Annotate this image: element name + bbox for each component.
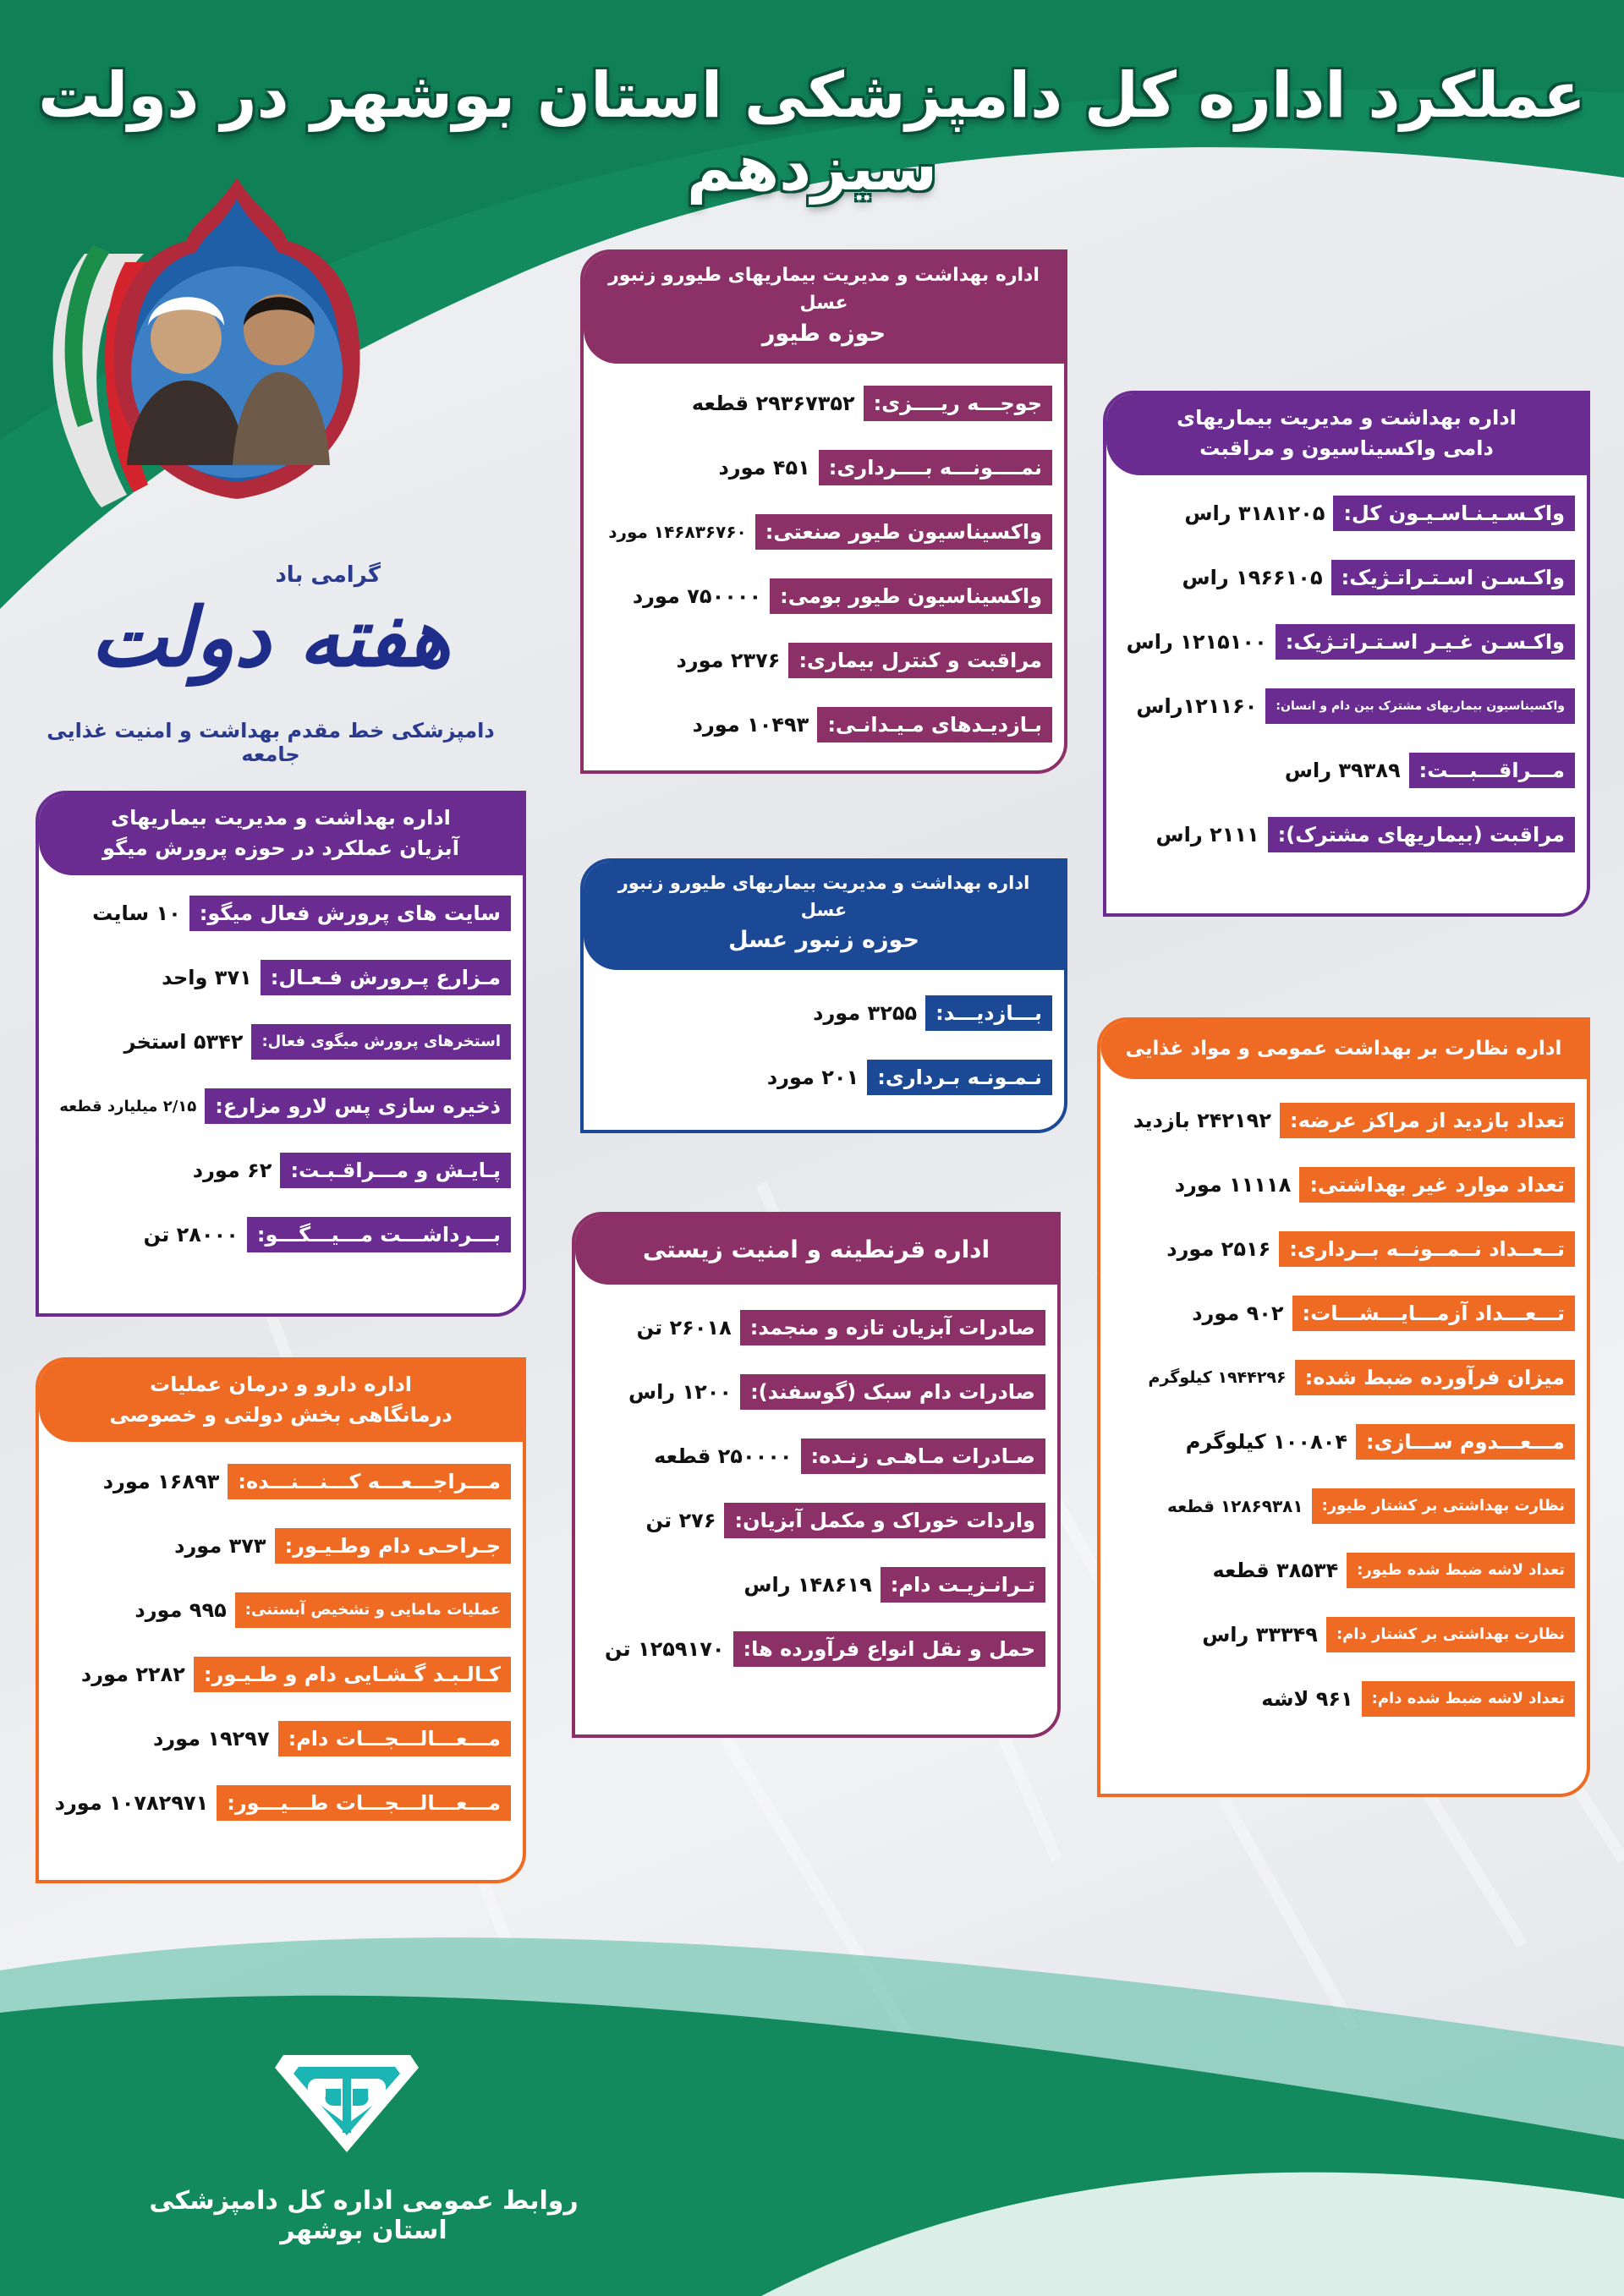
- list-item: مـــراقـــبـــت: ۳۹۳۸۹ راس: [1118, 753, 1575, 788]
- card-clinics-dept: اداره دارو و درمان عملیات: [149, 1373, 413, 1396]
- list-item: مـــعـــالـــجـــات دام: ۱۹۲۹۷ مورد: [51, 1721, 511, 1756]
- list-item: مـــعـــدوم ســـازی: ۱۰۰۸۰۴ کیلوگرم: [1112, 1424, 1575, 1460]
- list-item: واکسیناسیون بیماریهای مشترک بین دام و انسان: ۱۲۱۱۶۰راس: [1118, 688, 1575, 724]
- list-item: استخرهای پرورش میگوی فعال: ۵۳۴۲ استخر: [51, 1024, 511, 1060]
- card-bee-title: حوزه زنبور عسل: [728, 927, 919, 953]
- card-poultry-dept: اداره بهداشت و مدیریت بیماریهای طیورو زنبور عسل: [608, 265, 1040, 314]
- card-aquatic: [36, 791, 526, 1317]
- list-item: جـراحـی دام وطـیـور: ۳۷۳ مورد: [51, 1528, 511, 1564]
- list-item: نظارت بهداشتی بر کشتار طیور: ۱۲۸۶۹۳۸۱ قطعه: [1112, 1488, 1575, 1524]
- page-title: عملکرد اداره کل دامپزشکی استان بوشهر در دولت سیزدهم: [38, 59, 1586, 205]
- government-week-slogan: [42, 562, 499, 766]
- list-item: پـایـش و مـــراقـبـت: ۶۲ مورد: [51, 1153, 511, 1188]
- martyrs-portrait-emblem: [34, 161, 389, 533]
- card-quarantine-title: اداره قرنطینه و امنیت زیستی: [642, 1236, 990, 1263]
- list-item: تـــعـــداد آزمـــایـــشـــات: ۹۰۲ مورد: [1112, 1296, 1575, 1331]
- list-item: بـــرداشـــت مـــیـــگـــو: ۲۸۰۰۰ تن: [51, 1217, 511, 1252]
- card-clinics-title: درمانگاهی بخش دولتی و خصوصی: [109, 1403, 453, 1427]
- slogan-title: هفته دولت: [91, 589, 451, 685]
- card-clinics: [36, 1357, 526, 1883]
- list-item: بـــازدیـــد: ۳۲۵۵ مورد: [595, 995, 1052, 1031]
- list-item: تـرانـزیـت دام: ۱۴۸۶۱۹ راس: [587, 1567, 1045, 1603]
- card-poultry-title: حوزه طیور: [761, 321, 886, 347]
- list-item: واکـسـن غـیـر اسـتـراتـژیک: ۱۲۱۵۱۰۰ راس: [1118, 624, 1575, 660]
- list-item: تعداد موارد غیر بهداشتی: ۱۱۱۱۸ مورد: [1112, 1167, 1575, 1203]
- slogan-greeting: گرامی باد: [275, 562, 381, 588]
- card-poultry-header: [584, 253, 1064, 364]
- card-bee-dept: اداره بهداشت و مدیریت بیماریهای طیورو زنبور عسل: [617, 873, 1030, 920]
- list-item: واکـسـیـنـاسـیـون کل: ۳۱۸۱۲۰۵ راس: [1118, 496, 1575, 531]
- list-item: سایت های پرورش فعال میگو: ۱۰ سایت: [51, 896, 511, 931]
- list-item: تعداد لاشه ضبط شده دام: ۹۶۱ لاشه: [1112, 1681, 1575, 1717]
- card-aquatic-header: [39, 794, 523, 875]
- list-item: تعداد بازدید از مراکز عرضه: ۲۴۲۱۹۲ بازدید: [1112, 1103, 1575, 1138]
- card-livestock-title: دامی واکسیناسیون و مراقبت: [1199, 436, 1494, 460]
- card-livestock-header: [1106, 394, 1587, 475]
- card-public-health-header: [1100, 1021, 1587, 1079]
- card-clinics-header: [39, 1361, 523, 1442]
- list-item: نمــــونـــه بــــرداری: ۴۵۱ مورد: [595, 450, 1052, 485]
- list-item: صـادرات مـاهـی زنـده: ۲۵۰۰۰۰ قطعه: [587, 1438, 1045, 1474]
- card-public-health-title: اداره نظارت بر بهداشت عمومی و مواد غذایی: [1125, 1038, 1562, 1060]
- list-item: نـمـونـه بـرداری: ۲۰۱ مورد: [595, 1060, 1052, 1095]
- list-item: کـالـبـد گـشـایی دام و طـیـور: ۲۲۸۲ مورد: [51, 1657, 511, 1692]
- list-item: واکسیناسیون طیور بومی: ۷۵۰۰۰۰ مورد: [595, 578, 1052, 614]
- list-item: میزان فرآورده ضبط شده: ۱۹۴۴۲۹۶ کیلوگرم: [1112, 1360, 1575, 1395]
- list-item: مـزارع پـرورش فـعـال: ۳۷۱ واحد: [51, 960, 511, 995]
- list-item: بـازدیـدهای مـیـدانـی: ۱۰۴۹۳ مورد: [595, 707, 1052, 743]
- slogan-subtitle: دامپزشکی خط مقدم بهداشت و امنیت غذایی جامعه: [47, 719, 495, 766]
- list-item: ذخیره سازی پس لارو مزارع: ۲/۱۵ میلیارد قطعه: [51, 1088, 511, 1124]
- veterinary-organization-logo-icon: [266, 2047, 427, 2156]
- list-item: تعداد لاشه ضبط شده طیور: ۳۸۵۳۴ قطعه: [1112, 1553, 1575, 1588]
- card-livestock-dept: اداره بهداشت و مدیریت بیماریهای: [1177, 406, 1517, 430]
- card-quarantine-header: [575, 1215, 1057, 1285]
- list-item: مراقبت (بیماریهای مشترک): ۲۱۱۱ راس: [1118, 817, 1575, 852]
- card-quarantine: [572, 1212, 1061, 1738]
- list-item: مراقبت و کنترل بیماری: ۲۳۷۶ مورد: [595, 643, 1052, 678]
- list-item: نظارت بهداشتی بر کشتار دام: ۳۳۳۴۹ راس: [1112, 1617, 1575, 1652]
- list-item: مـــعـــالـــجـــات طـــیـــور: ۱۰۷۸۲۹۷۱ مورد: [51, 1785, 511, 1821]
- footer-public-relations: روابط عمومی اداره کل دامپزشکی استان بوشهر: [149, 2186, 579, 2245]
- card-poultry: [580, 249, 1067, 774]
- list-item: مـــراجـــعـــه کـــنـــنـــده: ۱۶۸۹۳ مورد: [51, 1464, 511, 1499]
- list-item: تــعــداد نــمــونــه بــرداری: ۲۵۱۶ مورد: [1112, 1231, 1575, 1267]
- list-item: واکسیناسیون طیور صنعتی: ۱۴۶۸۳۶۷۶۰ مورد: [595, 514, 1052, 550]
- list-item: صادرات دام سبک (گوسفند): ۱۲۰۰ راس: [587, 1374, 1045, 1410]
- card-aquatic-title: آبزیان عملکرد در حوزه پرورش میگو: [102, 836, 459, 860]
- card-livestock: [1103, 391, 1590, 917]
- list-item: حمل و نقل انواع فرآورده ها: ۱۲۵۹۱۷۰ تن: [587, 1631, 1045, 1667]
- card-public-health: [1097, 1017, 1590, 1797]
- list-item: واکـسـن اسـتـراتـژیک: ۱۹۶۶۱۰۵ راس: [1118, 560, 1575, 595]
- card-bee-header: [584, 862, 1064, 970]
- card-bee: [580, 858, 1067, 1133]
- list-item: واردات خوراک و مکمل آبزیان: ۲۷۶ تن: [587, 1503, 1045, 1538]
- list-item: صادرات آبزیان تازه و منجمد: ۲۶۰۱۸ تن: [587, 1310, 1045, 1345]
- list-item: جوجـــه ریــــزی: ۲۹۳۶۷۳۵۲ قطعه: [595, 386, 1052, 421]
- card-aquatic-dept: اداره بهداشت و مدیریت بیماریهای: [111, 806, 451, 830]
- list-item: عملیات مامایی و تشخیص آبستنی: ۹۹۵ مورد: [51, 1592, 511, 1628]
